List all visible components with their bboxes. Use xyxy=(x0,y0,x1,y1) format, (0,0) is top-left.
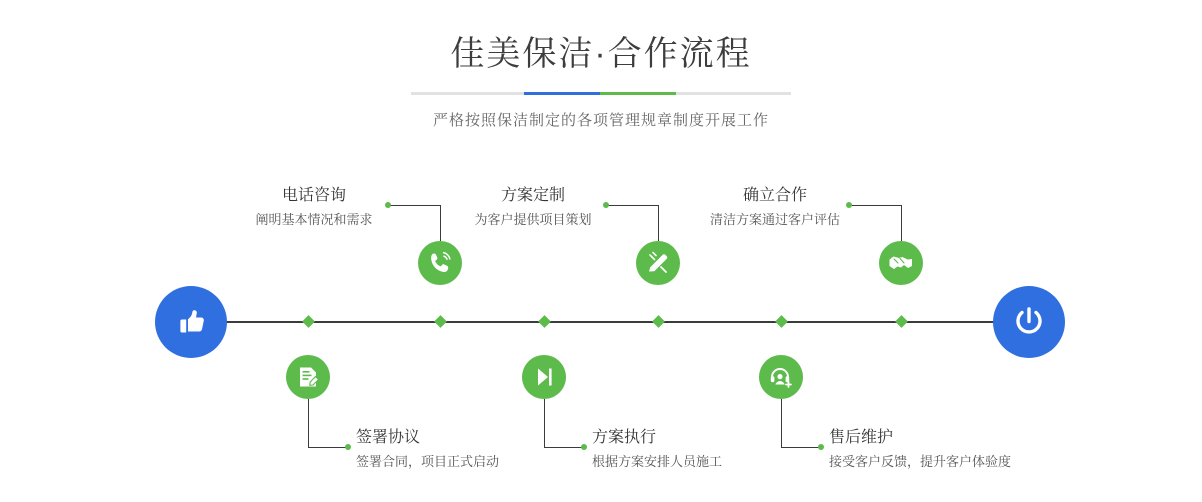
step-stem-2 xyxy=(308,399,309,447)
axis-node-6 xyxy=(775,315,788,328)
step-icon-5 xyxy=(879,241,923,285)
step-label-5 xyxy=(706,185,844,231)
step-icon-1 xyxy=(418,241,462,285)
phone-call-icon xyxy=(427,250,453,276)
step-desc-6: 接受客户反馈，提升客户体验度 xyxy=(829,454,1012,469)
step-stem-dot-3 xyxy=(603,202,609,208)
step-stem-dot-6 xyxy=(818,444,824,450)
step-stem-6 xyxy=(781,399,782,447)
step-label-4 xyxy=(592,427,812,473)
step-desc-4: 根据方案安排人员施工 xyxy=(592,454,723,469)
step-stem-h-6 xyxy=(781,447,821,448)
step-stem-dot-1 xyxy=(385,202,391,208)
axis-node-4 xyxy=(538,315,551,328)
document-edit-icon xyxy=(295,364,321,390)
step-desc-3: 为客户提供项目策划 xyxy=(474,212,592,227)
step-label-6 xyxy=(829,427,1079,473)
step-stem-dot-4 xyxy=(581,444,587,450)
step-stem-dot-2 xyxy=(345,444,351,450)
step-title-2: 签署协议 xyxy=(356,429,421,446)
axis-node-2 xyxy=(302,315,315,328)
step-desc-5: 清洁方案通过客户评估 xyxy=(709,212,840,227)
divider-segment-green xyxy=(600,92,676,95)
step-icon-4 xyxy=(522,355,566,399)
start-endpoint xyxy=(155,286,227,358)
step-stem-h-5 xyxy=(851,205,901,206)
step-title-1: 电话咨询 xyxy=(281,187,346,204)
divider-segment-blue xyxy=(524,92,600,95)
step-stem-h-3 xyxy=(608,205,658,206)
step-label-3 xyxy=(466,185,600,231)
step-title-5: 确立合作 xyxy=(742,187,807,204)
page-subtitle: 严格按照保洁制定的各项管理规章制度开展工作 xyxy=(432,112,769,129)
title-divider xyxy=(411,92,791,95)
step-stem-h-2 xyxy=(308,447,348,448)
step-stem-3 xyxy=(658,205,659,241)
step-desc-2: 签署合同，项目正式启动 xyxy=(356,454,500,469)
header xyxy=(0,30,1202,130)
headset-add-icon xyxy=(768,364,794,390)
step-stem-h-4 xyxy=(544,447,584,448)
step-stem-4 xyxy=(544,399,545,447)
step-icon-6 xyxy=(759,355,803,399)
play-forward-icon xyxy=(531,364,557,390)
step-stem-h-1 xyxy=(390,205,440,206)
axis-node-3 xyxy=(652,315,665,328)
page-title: 佳美保洁·合作流程 xyxy=(450,35,752,73)
step-stem-dot-5 xyxy=(846,202,852,208)
step-stem-5 xyxy=(901,205,902,241)
step-desc-1: 阐明基本情况和需求 xyxy=(255,212,373,227)
step-icon-3 xyxy=(636,241,680,285)
step-label-1 xyxy=(245,185,383,231)
power-icon xyxy=(1010,303,1048,341)
step-stem-1 xyxy=(440,205,441,241)
axis-node-1 xyxy=(434,315,447,328)
pen-ruler-icon xyxy=(645,250,671,276)
thumbs-up-icon xyxy=(173,304,209,340)
handshake-icon xyxy=(888,250,914,276)
step-title-4: 方案执行 xyxy=(592,429,657,446)
step-title-6: 售后维护 xyxy=(829,429,894,446)
step-label-2 xyxy=(356,427,576,473)
step-icon-2 xyxy=(286,355,330,399)
step-title-3: 方案定制 xyxy=(500,187,565,204)
axis-node-5 xyxy=(895,315,908,328)
end-endpoint xyxy=(993,286,1065,358)
